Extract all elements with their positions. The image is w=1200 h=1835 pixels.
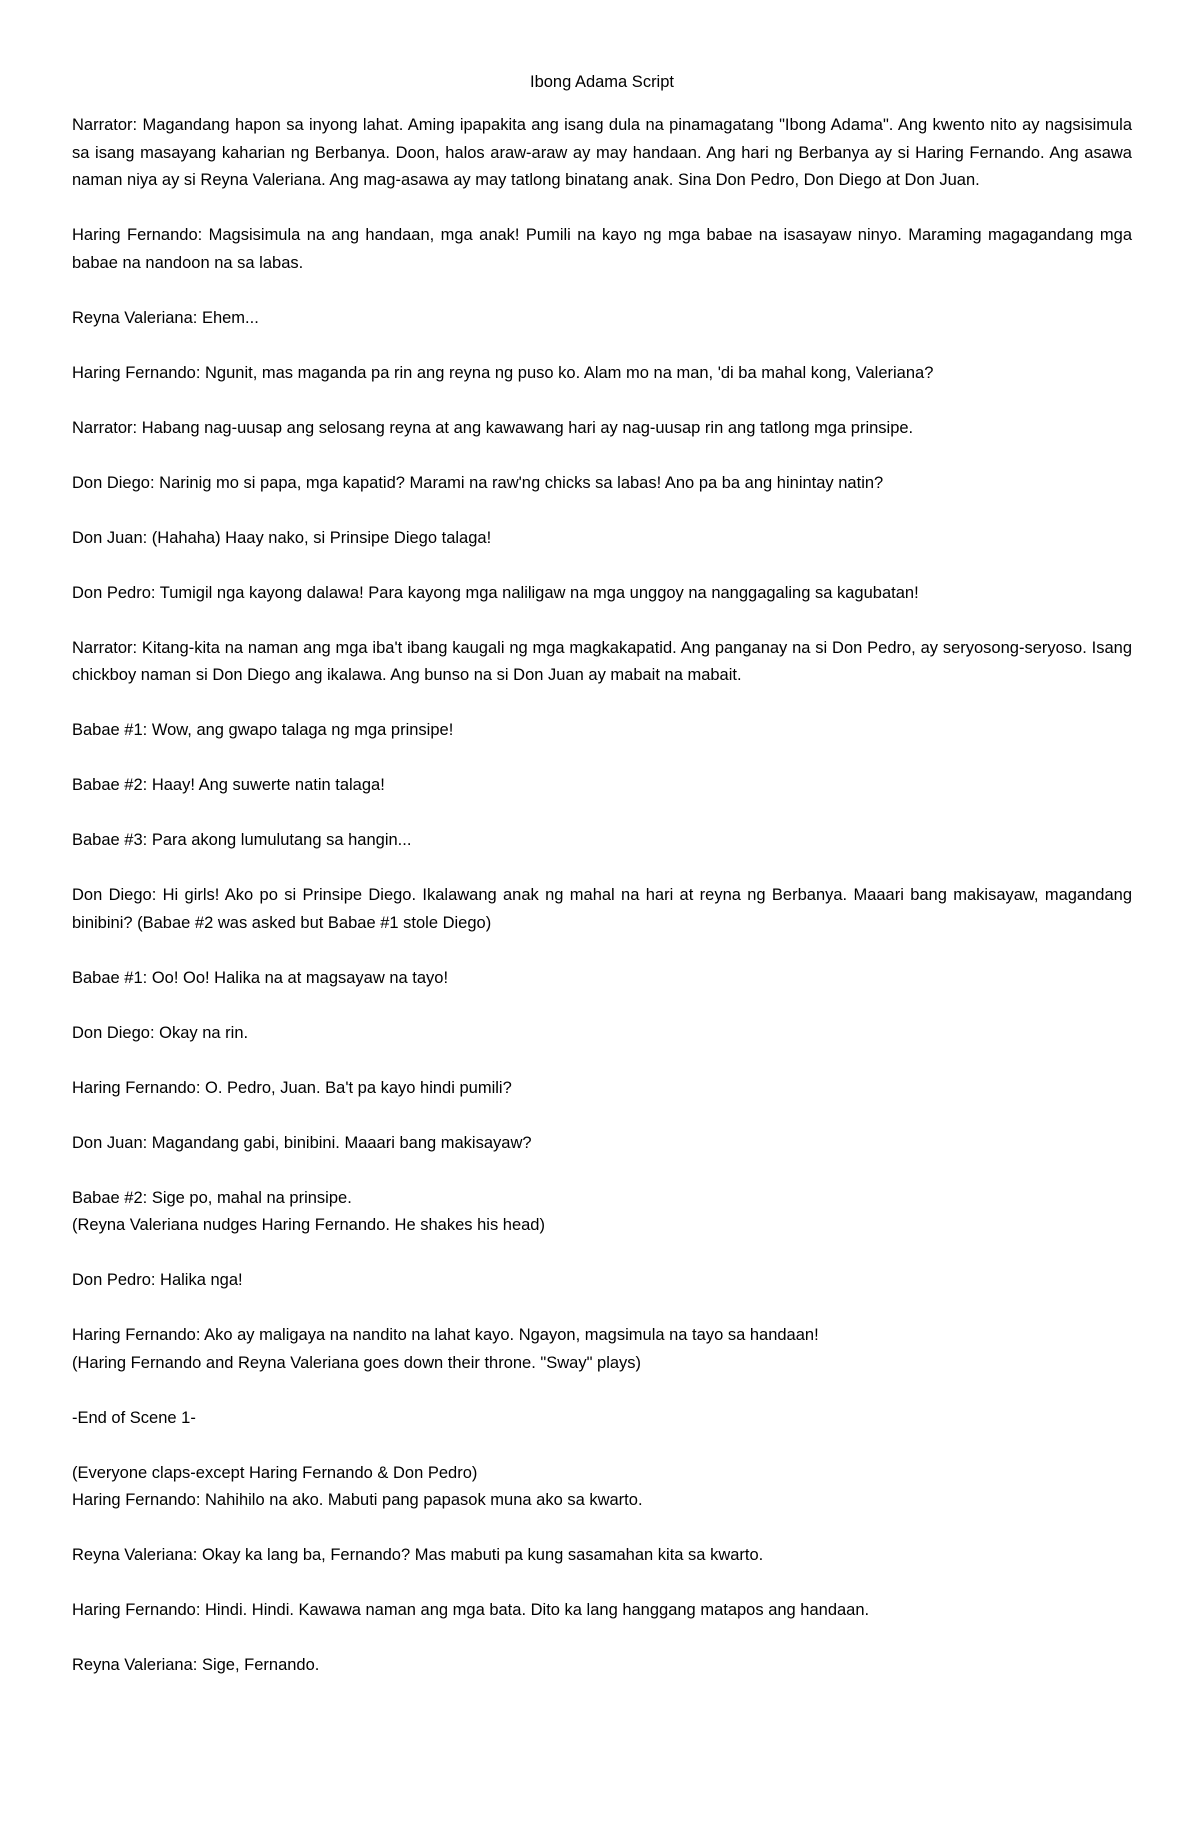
script-paragraph — [72, 1542, 1132, 1570]
script-line — [72, 305, 1132, 333]
dialogue-text: Para akong lumulutang sa hangin... — [147, 831, 412, 849]
speaker-name: Don Pedro: — [72, 583, 156, 602]
dialogue-text: Ngunit, mas maganda pa rin ang reyna ng puso ko. Alam mo na man, 'di ba mahal kong, Valeriana? — [200, 363, 934, 382]
dialogue-text: Ehem... — [197, 308, 259, 327]
script-paragraph — [72, 1405, 1132, 1433]
speaker-name: Haring Fernando: — [72, 363, 201, 382]
script-line — [72, 882, 1132, 937]
dialogue-text: Magsisimula na ang handaan, mga anak! Pumili na kayo ng mga babae na isasayaw ninyo. Maraming magagandang mga babae na nandoon na sa labas. — [72, 226, 1132, 272]
dialogue-text: (Reyna Valeriana nudges Haring Fernando. He shakes his head) — [72, 1216, 545, 1234]
script-paragraph — [72, 1130, 1132, 1158]
speaker-name: Don Diego: — [72, 886, 157, 904]
speaker-name: Don Juan: — [72, 528, 148, 547]
dialogue-text: Habang nag-uusap ang selosang reyna at ang kawawang hari ay nag-uusap rin ang tatlong mga prinsipe. — [137, 418, 914, 437]
speaker-name: Haring Fernando: — [72, 1601, 201, 1619]
script-line — [72, 772, 1132, 800]
script-paragraph — [72, 112, 1132, 195]
dialogue-text: Tumigil nga kayong dalawa! Para kayong mga naliligaw na mga unggoy na nanggagaling sa kagubatan! — [155, 583, 919, 602]
script-line — [72, 1597, 1132, 1625]
dialogue-text: (Everyone claps-except Haring Fernando & Don Pedro) — [72, 1463, 478, 1482]
script-line — [72, 360, 1132, 388]
dialogue-text: Hindi. Hindi. Kawawa naman ang mga bata. Dito ka lang hanggang matapos ang handaan. — [200, 1601, 870, 1619]
dialogue-text: Hi girls! Ako po si Prinsipe Diego. Ikalawang anak ng mahal na hari at reyna ng Berbanya. Maaari bang makisayaw, magandang binibini? (Babae #2 was asked but Babae #1 stole Diego) — [72, 886, 1132, 932]
dialogue-text: Magandang gabi, binibini. Maaari bang makisayaw? — [147, 1133, 532, 1152]
script-paragraph — [72, 1652, 1132, 1680]
script-line — [72, 525, 1132, 553]
dialogue-text: Oo! Oo! Halika na at magsayaw na tayo! — [147, 968, 449, 987]
script-line — [72, 580, 1132, 608]
script-paragraph — [72, 360, 1132, 388]
speaker-name: Haring Fernando: — [72, 226, 203, 244]
speaker-name: Babae #2: — [72, 1188, 148, 1207]
dialogue-text: (Hahaha) Haay nako, si Prinsipe Diego talaga! — [147, 528, 492, 547]
dialogue-text: -End of Scene 1- — [72, 1408, 196, 1427]
script-paragraph — [72, 1267, 1132, 1295]
script-paragraph — [72, 525, 1132, 553]
speaker-name: Narrator: — [72, 638, 138, 657]
speaker-name: Don Pedro: — [72, 1271, 156, 1289]
dialogue-text: Sige, Fernando. — [197, 1656, 320, 1674]
speaker-name: Babae #2: — [72, 776, 148, 794]
dialogue-text: Wow, ang gwapo talaga ng mga prinsipe! — [147, 721, 454, 739]
script-line — [72, 1075, 1132, 1103]
script-line — [72, 827, 1132, 855]
script-paragraph — [72, 305, 1132, 333]
speaker-name: Haring Fernando: — [72, 1078, 201, 1097]
script-paragraph — [72, 1597, 1132, 1625]
script-line — [72, 1185, 1132, 1213]
dialogue-text: Narinig mo si papa, mga kapatid? Marami na raw'ng chicks sa labas! Ano pa ba ang hinintay natin? — [154, 473, 884, 492]
speaker-name: Narrator: — [72, 418, 138, 437]
script-line — [72, 965, 1132, 993]
script-paragraph — [72, 635, 1132, 690]
speaker-name: Reyna Valeriana: — [72, 308, 198, 327]
document-title: Ibong Adama Script — [529, 73, 674, 91]
script-line — [72, 1130, 1132, 1158]
script-paragraph — [72, 827, 1132, 855]
script-line — [72, 415, 1132, 443]
script-paragraph — [72, 1460, 1132, 1515]
script-paragraph — [72, 772, 1132, 800]
script-paragraph — [72, 1322, 1132, 1377]
script-line — [72, 1267, 1132, 1295]
script-paragraph — [72, 717, 1132, 745]
speaker-name: Haring Fernando: — [72, 1326, 201, 1344]
dialogue-text: Halika nga! — [155, 1271, 243, 1289]
script-paragraph — [72, 965, 1132, 993]
script-line — [72, 1460, 1132, 1488]
speaker-name: Narrator: — [72, 116, 138, 134]
dialogue-text: Kitang-kita na naman ang mga iba't ibang kaugali ng mga magkakapatid. Ang panganay na si Don Pedro, ay seryosong-seryoso. Isang chickboy naman si Don Diego ang ikalawa. Ang bunso na si Don Juan ay mabait na mabait. — [72, 638, 1132, 684]
dialogue-text: Nahihilo na ako. Mabuti pang papasok muna ako sa kwarto. — [200, 1491, 643, 1509]
dialogue-text: Sige po, mahal na prinsipe. — [147, 1188, 352, 1207]
script-line — [72, 635, 1132, 690]
script-body — [72, 112, 1132, 1680]
speaker-name: Don Diego: — [72, 473, 155, 492]
dialogue-text: (Haring Fernando and Reyna Valeriana goes down their throne. "Sway" plays) — [72, 1353, 642, 1372]
dialogue-text: Okay na rin. — [154, 1023, 249, 1042]
dialogue-text: Haay! Ang suwerte natin talaga! — [147, 776, 385, 794]
speaker-name: Reyna Valeriana: — [72, 1656, 198, 1674]
speaker-name: Reyna Valeriana: — [72, 1546, 198, 1564]
dialogue-text: O. Pedro, Juan. Ba't pa kayo hindi pumili? — [200, 1078, 512, 1097]
dialogue-text: Ako ay maligaya na nandito na lahat kayo. Ngayon, magsimula na tayo sa handaan! — [200, 1326, 819, 1344]
speaker-name: Don Juan: — [72, 1133, 148, 1152]
speaker-name: Haring Fernando: — [72, 1491, 201, 1509]
speaker-name: Babae #1: — [72, 968, 148, 987]
script-paragraph — [72, 1075, 1132, 1103]
script-paragraph — [72, 882, 1132, 937]
script-line — [72, 1487, 1132, 1515]
script-line — [72, 717, 1132, 745]
speaker-name: Don Diego: — [72, 1023, 155, 1042]
script-line — [72, 1322, 1132, 1350]
script-line — [72, 222, 1132, 277]
dialogue-text: Okay ka lang ba, Fernando? Mas mabuti pa kung sasamahan kita sa kwarto. — [197, 1546, 764, 1564]
script-line — [72, 1020, 1132, 1048]
script-paragraph — [72, 222, 1132, 277]
dialogue-text: Magandang hapon sa inyong lahat. Aming ipapakita ang isang dula na pinamagatang "Ibong Adama". Ang kwento nito ay nagsisimula sa isang masayang kaharian ng Berbanya. Doon, halos araw-araw ay may handaan. Ang hari ng Berbanya ay si Haring Fernando. Ang asawa naman niya ay si Reyna Valeriana. Ang mag-asawa ay may tatlong binatang anak. Sina Don Pedro, Don Diego at Don Juan. — [72, 116, 1132, 189]
speaker-name: Babae #1: — [72, 721, 148, 739]
script-line — [72, 470, 1132, 498]
script-paragraph — [72, 1185, 1132, 1240]
speaker-name: Babae #3: — [72, 831, 148, 849]
script-line — [72, 1350, 1132, 1378]
script-paragraph — [72, 470, 1132, 498]
script-paragraph — [72, 1020, 1132, 1048]
script-paragraph — [72, 580, 1132, 608]
script-paragraph — [72, 415, 1132, 443]
script-line — [72, 1652, 1132, 1680]
document-page — [72, 70, 1132, 1707]
script-line — [72, 1542, 1132, 1570]
script-line — [72, 112, 1132, 195]
script-line — [72, 1212, 1132, 1240]
script-line — [72, 1405, 1132, 1433]
